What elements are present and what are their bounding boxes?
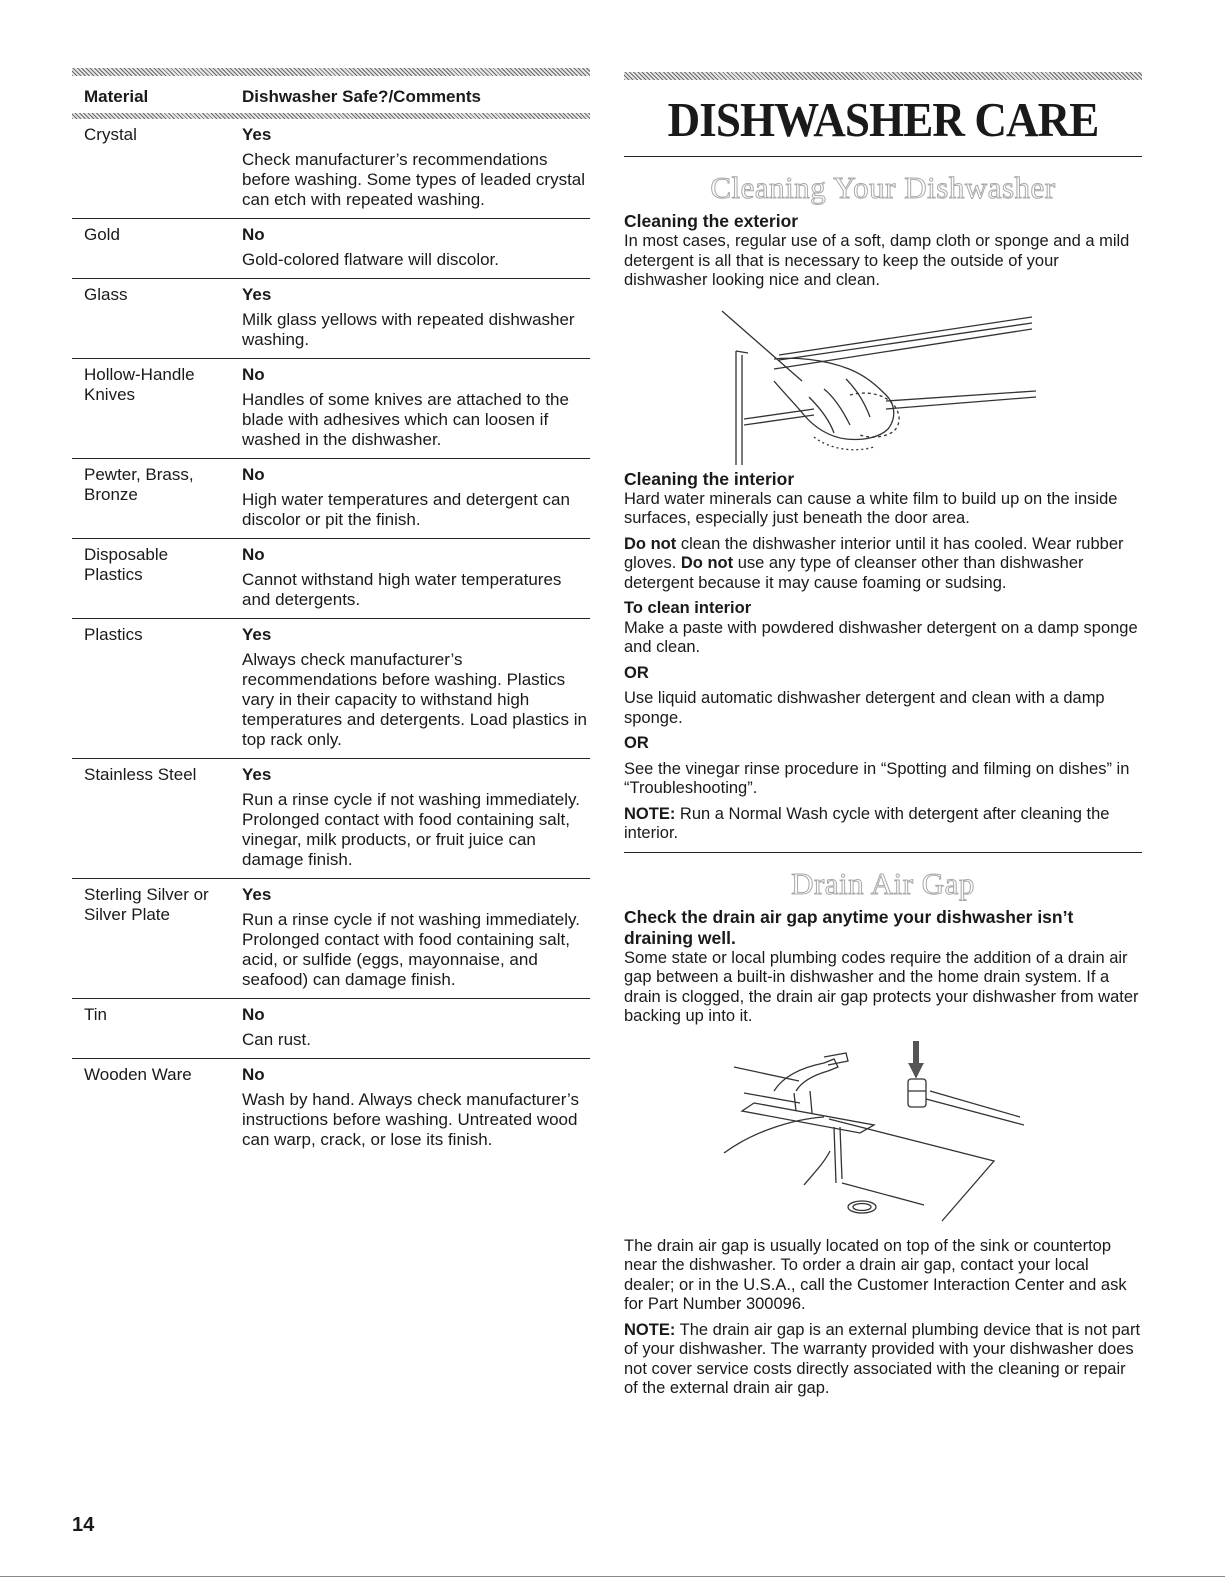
section-title-drain: Drain Air Gap (791, 865, 975, 901)
safe-answer: Yes (242, 285, 272, 304)
material-comment: Gold-colored flatware will discolor. (242, 250, 499, 269)
drain-text: Some state or local plumbing codes require the addition of a drain air gap between a built-in dishwasher and the home drain system. If a drain is clogged, the drain air gap protects your dishwasher from water backing up into it. (624, 948, 1139, 1025)
care-column (624, 72, 1142, 1405)
material-details (242, 125, 590, 210)
material-comment: Run a rinse cycle if not washing immediately. Prolonged contact with food containing salt, vinegar, milk products, or fruit juice can damage finish. (242, 790, 580, 869)
note-label-1: NOTE: (624, 804, 676, 823)
table-row (72, 758, 590, 878)
material-name: Stainless Steel (84, 765, 197, 784)
safe-answer: Yes (242, 885, 272, 904)
care-top-hatch (624, 72, 1142, 80)
material-comment: Handles of some knives are attached to the blade with adhesives which can loosen if washed in the dishwasher. (242, 390, 569, 449)
do-not-label-1: Do not (624, 534, 677, 553)
option-2: Use liquid automatic dishwasher detergent and clean with a damp sponge. (624, 689, 1105, 727)
material-comment: Run a rinse cycle if not washing immediately. Prolonged contact with food containing salt, acid, or sulfide (eggs, mayonnaise, and seafood) can damage finish. (242, 910, 580, 989)
material-name: Plastics (84, 625, 143, 644)
table-row (72, 358, 590, 458)
option-3: See the vinegar rinse procedure in “Spotting and filming on dishes” in “Troubleshooting”. (624, 759, 1130, 797)
material-name: Crystal (84, 125, 137, 144)
material-table (72, 68, 590, 1158)
safe-answer: No (242, 1005, 265, 1024)
table-row (72, 278, 590, 358)
material-details (242, 545, 590, 610)
material-comment: Milk glass yellows with repeated dishwasher washing. (242, 310, 575, 349)
safe-answer: No (242, 225, 265, 244)
material-details (242, 285, 590, 350)
material-details (242, 765, 590, 870)
material-name: Disposable Plastics (84, 545, 169, 584)
note-1 (624, 805, 1142, 844)
warning-text-2: use any type of cleanser other than dishwasher detergent because it may cause foaming or sudsing. (624, 554, 1084, 592)
table-row (72, 538, 590, 618)
to-clean-heading: To clean interior (624, 599, 752, 617)
material-name: Pewter, Brass, Bronze (84, 465, 194, 504)
material-comment: Always check manufacturer’s recommendations before washing. Plastics vary in their capacity to withstand high temperatures and detergents. Load plastics in top rack only. (242, 650, 587, 749)
table-row (72, 878, 590, 998)
material-name: Gold (84, 225, 120, 244)
material-details (242, 1005, 590, 1050)
or-label-2: OR (624, 734, 649, 752)
table-row (72, 1058, 590, 1158)
material-name: Sterling Silver or Silver Plate (84, 885, 209, 924)
header-comments: Dishwasher Safe?/Comments (242, 87, 482, 106)
exterior-cleaning-illustration (624, 297, 1142, 465)
divider (624, 156, 1142, 157)
material-details (242, 625, 590, 750)
material-name: Glass (84, 285, 128, 304)
warning-paragraph (624, 535, 1142, 594)
note-2 (624, 1321, 1142, 1399)
table-header (72, 76, 590, 113)
material-comment: Cannot withstand high water temperatures and detergents. (242, 570, 562, 609)
safe-answer: Yes (242, 765, 272, 784)
interior-heading: Cleaning the interior (624, 468, 795, 489)
material-details (242, 1065, 590, 1150)
interior-text: Hard water minerals can cause a white film to build up on the inside surfaces, especially just beneath the door area. (624, 489, 1118, 527)
table-row (72, 119, 590, 218)
table-row (72, 218, 590, 278)
material-details (242, 225, 590, 270)
safe-answer: No (242, 1065, 265, 1084)
exterior-text: In most cases, regular use of a soft, damp cloth or sponge and a mild detergent is all that is necessary to keep the outside of your dishwasher looking nice and clean. (624, 232, 1130, 289)
material-name: Tin (84, 1005, 107, 1024)
exterior-heading: Cleaning the exterior (624, 211, 799, 231)
warning-text-1: clean the dishwasher interior until it has cooled. Wear rubber gloves. (624, 534, 1124, 572)
or-label-1: OR (624, 663, 649, 682)
material-comment: Check manufacturer’s recommendations before washing. Some types of leaded crystal can etch with repeated washing. (242, 150, 586, 209)
material-details (242, 465, 590, 530)
table-row (72, 458, 590, 538)
drain-air-gap-illustration (624, 1033, 1142, 1233)
page-bottom-rule (0, 1576, 1225, 1577)
table-top-hatch (72, 68, 590, 76)
table-rows (72, 119, 590, 1158)
do-not-label-2: Do not (680, 554, 734, 572)
header-material: Material (84, 87, 149, 106)
material-details (242, 365, 590, 450)
safe-answer: No (242, 465, 265, 484)
drain-location-text: The drain air gap is usually located on top of the sink or countertop near the dishwasher. To order a drain air gap, contact your local dealer; or in the U.S.A., call the Customer Interaction Center and ask for Part Number 300096. (624, 1236, 1127, 1313)
material-comment: High water temperatures and detergent can discolor or pit the finish. (242, 490, 570, 529)
note-text-1: Run a Normal Wash cycle with detergent after cleaning the interior. (624, 804, 1110, 842)
material-name: Hollow-Handle Knives (84, 365, 195, 404)
safe-answer: No (242, 365, 265, 384)
divider (624, 852, 1142, 853)
safe-answer: Yes (242, 625, 272, 644)
drain-heading: Check the drain air gap anytime your dishwasher isn’t draining well. (624, 906, 1074, 948)
material-comment: Wash by hand. Always check manufacturer’s instructions before washing. Untreated wood can warp, crack, or lose its finish. (242, 1090, 580, 1149)
page-title: DISHWASHER CARE (667, 92, 1099, 147)
safe-answer: No (242, 545, 265, 564)
material-comment: Can rust. (242, 1030, 311, 1049)
material-details (242, 885, 590, 990)
material-name: Wooden Ware (84, 1065, 192, 1084)
safe-answer: Yes (242, 125, 272, 144)
table-row (72, 618, 590, 758)
section-title-cleaning: Cleaning Your Dishwasher (710, 170, 1056, 205)
table-row (72, 998, 590, 1058)
option-1: Make a paste with powdered dishwasher detergent on a damp sponge and clean. (624, 618, 1138, 656)
page-number: 14 (72, 1514, 95, 1536)
note-text-2: The drain air gap is an external plumbing device that is not part of your dishwasher. The warranty provided with your dishwasher does not cover service costs directly associated with the cleaning or repair of the external drain air gap. (624, 1320, 1141, 1397)
note-label-2: NOTE: (624, 1320, 676, 1339)
